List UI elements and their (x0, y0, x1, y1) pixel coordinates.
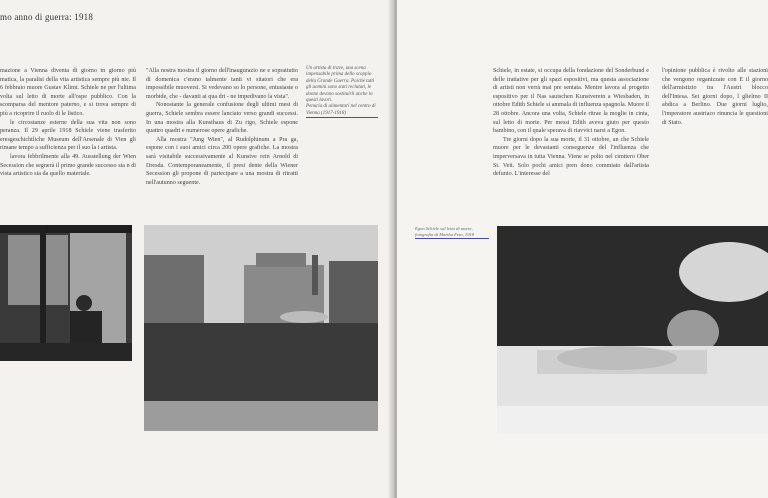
schiele-deathbed-photo (497, 226, 768, 434)
middle-paragraph-3: Alla mostra "Jung Wien", al Rudolphinum a Pra ga, espone con i suoi amici circa 200 opere grafiche. La mostra sarà visitabile successivamente al Kunstve rein Arnold di Dresda. Contemporaneamente, il presi dente della Wiener Secession gli propone di partecipare a una mostra di ritratti nell'autunno seguente. (146, 136, 298, 186)
sidenote-caption: Penuria di alimentari nel centro di Vienna (1917-1918) (306, 104, 378, 118)
chapter-header: mo anno di guerra: 1918 (0, 12, 94, 22)
vienna-crowd-photo (144, 225, 378, 431)
left-paragraph-2: le circostanze esterne della sua vita non sono peranza. Il 29 aprile 1918 Schiele viene trasferito eresgeschichtliche Museum dell'Arsenale di Vien gli rimane tempo a sufficienza per il suo la i artista. (0, 119, 136, 152)
middle-text-column (146, 67, 298, 187)
middle-paragraph-2: Nonostante la generale confusione degli ultimi mesi di guerra, Schiele sembra essere lanciato verso grandi successi. In una mostra alla Kunsthaus di Zu rigo, Schiele espone quattro quadri e numerose opere grafiche. (146, 102, 298, 135)
photo-caption-text: Egon Schiele sul letto di morte, fotografia di Martha Fein, 1918 (415, 226, 489, 239)
right-paragraph-1: Schiele, in estate, si occupa della fondazione del Sonderbund e delle trattative per gli spazi espositivi, ma questa associazione di artisti non verrà mai pre sentata. Mentre lavora al progetto espositivo per il Nas sauischen Kunstverein a Wiesbaden, in ottobre Edith Schiele si ammala di influenza spagnola. Muore il 28 ottobre. Ancora una volta, Schiele ritrae la moglie in cinta, sul letto di morte. Per messi Edith aveva giuto per questo bambino, con il quale sperava di riavvici narsi a Egon. (493, 68, 649, 135)
sidenote-text: Un artista di trave, una scena impensabile prima dello scoppio della Grande Guerra. Poiché tutti gli uomini sono stati reclutati, le donne devono sostituirli anche in questi lavori. (306, 66, 375, 104)
photo-caption (415, 226, 489, 239)
left-text-column (0, 67, 136, 179)
left-paragraph-3: lavora febbrilmente alla 49. Ausstellung der Wien Secession che segnerà il primo grande successo sia n di vista artistico sia da quello materiale. (0, 153, 136, 178)
sidenote (306, 66, 378, 118)
tram-conductor-photo (0, 225, 132, 361)
right-text-column (493, 67, 649, 179)
middle-paragraph-1: "Alla nostra mostra il giorno dell'inaugurazio ne e soprattutto di domenica c'erano talmente tanti vi sitatori che era impossibile muoversi. Si vedevano so lo persone, entusiaste o morbide, che - davanti ai qua dri - ne impedivano la vista". (146, 68, 298, 100)
far-right-text-column (662, 67, 768, 127)
right-paragraph-2: Tre giorni dopo la sua morte, il 31 ottobre, an che Schiele muore per le devastanti conseguenze del l'influenza che imperversava in tutta Vienna. Viene se polto nel cimitero Ober St. Veit. Solo pochi amici pren dono commiato dall'artista defunto. L'interesse del (493, 136, 649, 178)
far-right-paragraph-1: l'opinione pubblica è rivolto alle stazioni che vengono organizzate con E il giorno dell'armistizio tra l'Austri blocco dell'Intesa. Sei giorni dopo, l glielmo II abdica a Berlino. Due giorni luglio, l'imperatore austriaco rinuncia le questioni di Stato. (662, 68, 768, 126)
left-paragraph-1: mazione a Vienna diventa di giorno in giorno più matica, la paralisi della vita artistica sempre più nte. Il 6 febbraio muore Gustav Klimt. Schiele ne per l'ultima volta sul letto di morte all'ospe pubblico. Con la scomparsa del mentore paterno, e si trova sempre di più a ricoprire il ruolo di le listico. (0, 68, 136, 117)
